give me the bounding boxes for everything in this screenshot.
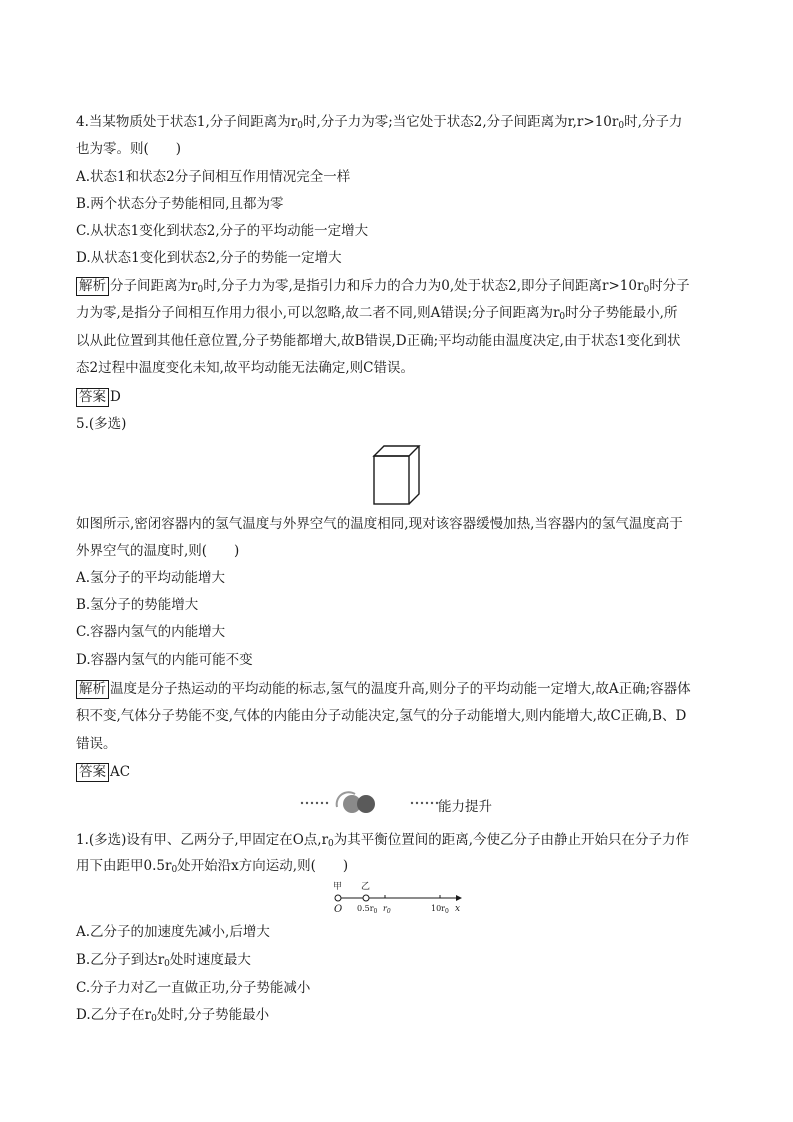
q4-option-b: B.两个状态分子势能相同,且都为零 <box>76 196 284 212</box>
section-title: 能力提升 <box>438 799 492 815</box>
q4-option-c: C.从状态1变化到状态2,分子的平均动能一定增大 <box>76 223 369 239</box>
q4-answer: 答案 D <box>76 387 121 407</box>
tick-half-r0: $0.5r_0$ <box>357 904 378 915</box>
container-box-figure <box>372 444 422 506</box>
q5-analysis-line1: 解析 温度是分子热运动的平均动能的标志,氢气的温度升高,则分子的平均动能一定增大,故A正确;容器体 <box>76 679 691 699</box>
q4-stem-line2: 也为零。则( ) <box>76 141 182 157</box>
molecule-yi <box>363 895 369 901</box>
tick-r0: $r_0$ <box>383 904 391 915</box>
p1-option-c: C.分子力对乙一直做正功,分子势能减小 <box>76 980 311 996</box>
tick-10r0: $10r_0$ <box>431 904 449 915</box>
q5-option-d: D.容器内氢气的内能可能不变 <box>76 652 253 668</box>
p1-option-a: A.乙分子的加速度先减小,后增大 <box>76 924 270 940</box>
axis-label-x: x <box>455 904 461 914</box>
answer-tag: 答案 <box>76 763 109 782</box>
q4-analysis-line2: 力为零,是指分子间相互作用力很小,可以忽略,故二者不同,则A错误;分子间距离为$r_0$时分子势能最小,所 <box>76 305 678 322</box>
label-yi: 乙 <box>361 882 371 892</box>
q4-analysis-line4: 态2过程中温度变化未知,故平均动能无法确定,则C错误。 <box>76 360 415 376</box>
q5-option-b: B.氢分子的势能增大 <box>76 597 199 613</box>
analysis-tag: 解析 <box>76 680 109 699</box>
q4-option-d: D.从状态1变化到状态2,分子的势能一定增大 <box>76 250 342 266</box>
molecule-jia <box>335 895 341 901</box>
label-jia: 甲 <box>333 882 343 892</box>
molecule-axis-figure <box>330 878 465 916</box>
p1-option-b: B.乙分子到达$r_0$处时速度最大 <box>76 952 251 969</box>
p1-option-d: D.乙分子在$r_0$处时,分子势能最小 <box>76 1007 270 1024</box>
answer-tag: 答案 <box>76 388 109 407</box>
q5-header: 5.(多选) <box>76 416 127 432</box>
q5-stem-line2: 外界空气的温度时,则( ) <box>76 543 240 559</box>
q5-analysis-line3: 错误。 <box>76 736 117 752</box>
label-origin: O <box>334 904 343 915</box>
q5-answer: 答案 AC <box>76 762 130 782</box>
q5-analysis-line2: 积不变,气体分子势能不变,气体的内能由分子动能决定,氢气的分子动能增大,则内能增大,故C正确,B、D <box>76 708 687 724</box>
p1-stem-line2: 用下由距甲$0.5r_0$处开始沿x方向运动,则( ) <box>76 858 349 875</box>
p1-stem-line1: 1.(多选)设有甲、乙两分子,甲固定在O点$,r_0$为其平衡位置间的距离,今使乙分子由静止开始只在分子力作 <box>76 832 690 849</box>
section-banner-decoration <box>300 791 530 815</box>
q4-analysis-line3: 以从此位置到其他任意位置,分子势能都增大,故B错误,D正确;平均动能由温度决定,由于状态1变化到状 <box>76 333 681 349</box>
q4-option-a: A.状态1和状态2分子间相互作用情况完全一样 <box>76 169 351 185</box>
q5-option-c: C.容器内氢气的内能增大 <box>76 624 226 640</box>
q5-stem-line1: 如图所示,密闭容器内的氢气温度与外界空气的温度相同,现对该容器缓慢加热,当容器内的氢气温度高于 <box>76 516 683 532</box>
q5-option-a: A.氢分子的平均动能增大 <box>76 570 226 586</box>
q4-stem: 4.当某物质处于状态1,分子间距离为$r_0$时,分子力为零;当它处于状态2,分子间距离为$r,r>10r_0$时,分子力 <box>76 114 683 131</box>
q4-analysis-line1: 解析 分子间距离为$r_0$时,分子力为零,是指引力和斥力的合力为0,处于状态2,即分子间距离$r>10r_0$时分子 <box>76 276 690 300</box>
analysis-tag: 解析 <box>76 277 109 296</box>
